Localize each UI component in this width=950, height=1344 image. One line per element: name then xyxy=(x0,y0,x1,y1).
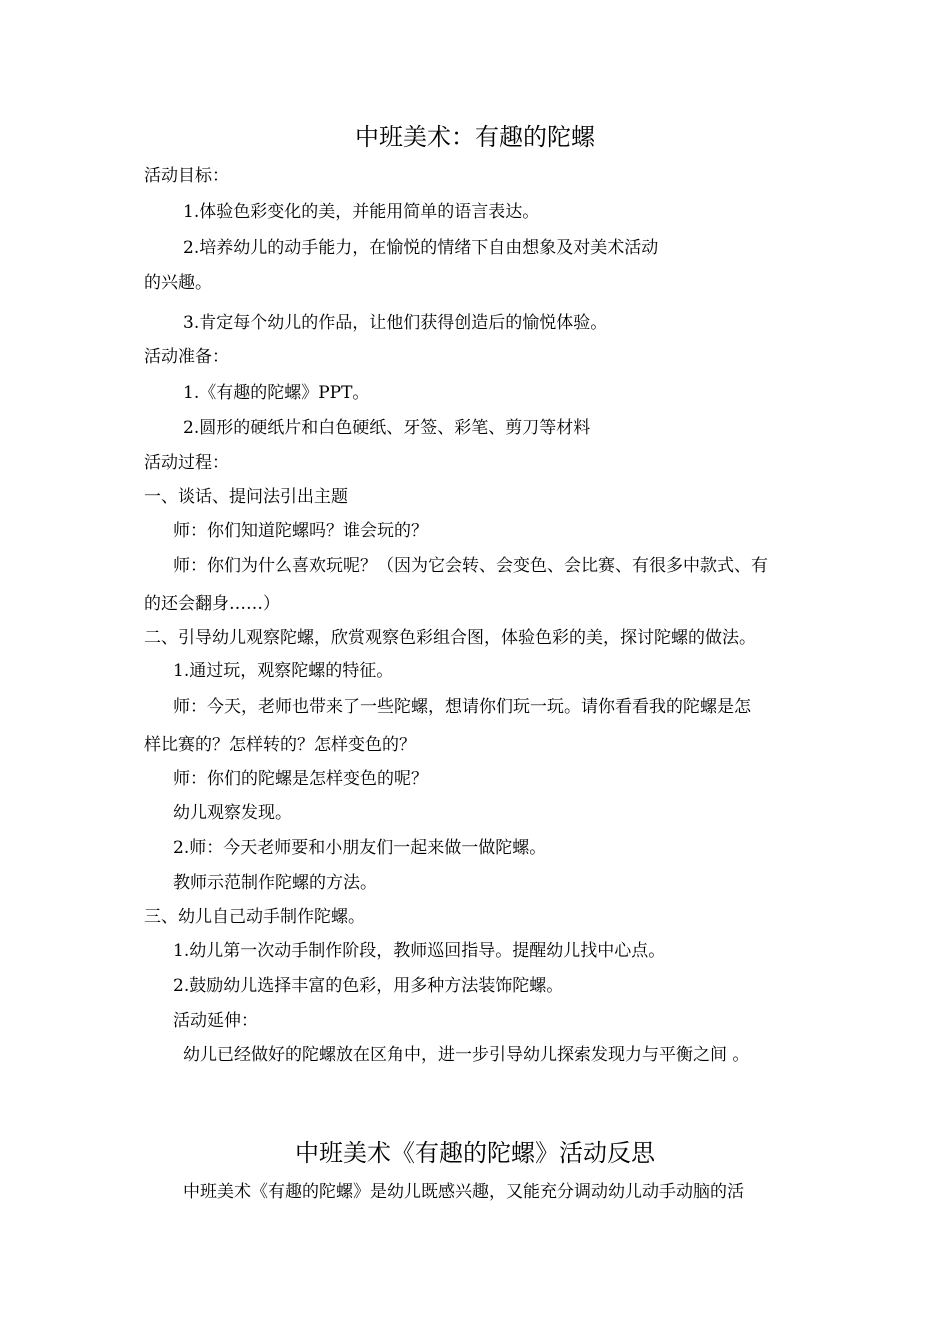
process-heading: 活动过程： xyxy=(144,453,229,473)
reflection-text: 中班美术《有趣的陀螺》是幼儿既感兴趣，又能充分调动幼儿动手动脑的活 xyxy=(183,1182,744,1202)
extension-text: 幼儿已经做好的陀螺放在区角中，进一步引导幼儿探索发现力与平衡之间 。 xyxy=(183,1045,750,1065)
prep-item-2: 2.圆形的硬纸片和白色硬纸、牙签、彩笔、剪刀等材料 xyxy=(183,418,591,438)
step-1-question-1: 师：你们知道陀螺吗？谁会玩的？ xyxy=(173,521,428,541)
goal-item-2: 2.培养幼儿的动手能力，在愉悦的情绪下自由想象及对美术活动 xyxy=(183,238,659,258)
step-2-teacher-1: 师：今天，老师也带来了一些陀螺，想请你们玩一玩。请你看看我的陀螺是怎 xyxy=(173,697,751,717)
step-1-question-2-cont: 的还会翻身……） xyxy=(144,594,280,614)
step-2-demo: 教师示范制作陀螺的方法。 xyxy=(173,873,377,893)
step-2-item-2: 2.师：今天老师要和小朋友们一起来做一做陀螺。 xyxy=(173,838,547,858)
step-2-teacher-1-cont: 样比赛的？怎样转的？怎样变色的？ xyxy=(144,735,416,755)
goals-heading: 活动目标： xyxy=(144,166,229,186)
step-1-heading: 一、谈话、提问法引出主题 xyxy=(144,487,348,507)
step-3-item-1: 1.幼儿第一次动手制作阶段，教师巡回指导。提醒幼儿找中心点。 xyxy=(173,941,666,961)
prep-item-1: 1.《有趣的陀螺》PPT。 xyxy=(183,383,370,403)
step-1-question-2: 师：你们为什么喜欢玩呢？（因为它会转、会变色、会比赛、有很多中款式、有 xyxy=(173,556,768,576)
goal-item-2-cont: 的兴趣。 xyxy=(144,273,212,293)
step-2-observe: 幼儿观察发现。 xyxy=(173,803,292,823)
step-2-heading: 二、引导幼儿观察陀螺，欣赏观察色彩组合图，体验色彩的美，探讨陀螺的做法。 xyxy=(144,628,756,648)
step-2-item-1: 1.通过玩，观察陀螺的特征。 xyxy=(173,661,394,681)
step-2-teacher-2: 师：你们的陀螺是怎样变色的呢？ xyxy=(173,769,428,789)
goal-item-3: 3.肯定每个幼儿的作品，让他们获得创造后的愉悦体验。 xyxy=(183,313,608,333)
step-3-item-2: 2.鼓励幼儿选择丰富的色彩，用多种方法装饰陀螺。 xyxy=(173,976,564,996)
reflection-title: 中班美术《有趣的陀螺》活动反思 xyxy=(295,1139,655,1167)
page-title: 中班美术：有趣的陀螺 xyxy=(355,123,595,151)
goal-item-1: 1.体验色彩变化的美，并能用简单的语言表达。 xyxy=(183,202,540,222)
step-3-heading: 三、幼儿自己动手制作陀螺。 xyxy=(144,907,365,927)
extension-heading: 活动延伸： xyxy=(173,1011,258,1031)
prep-heading: 活动准备： xyxy=(144,347,229,367)
